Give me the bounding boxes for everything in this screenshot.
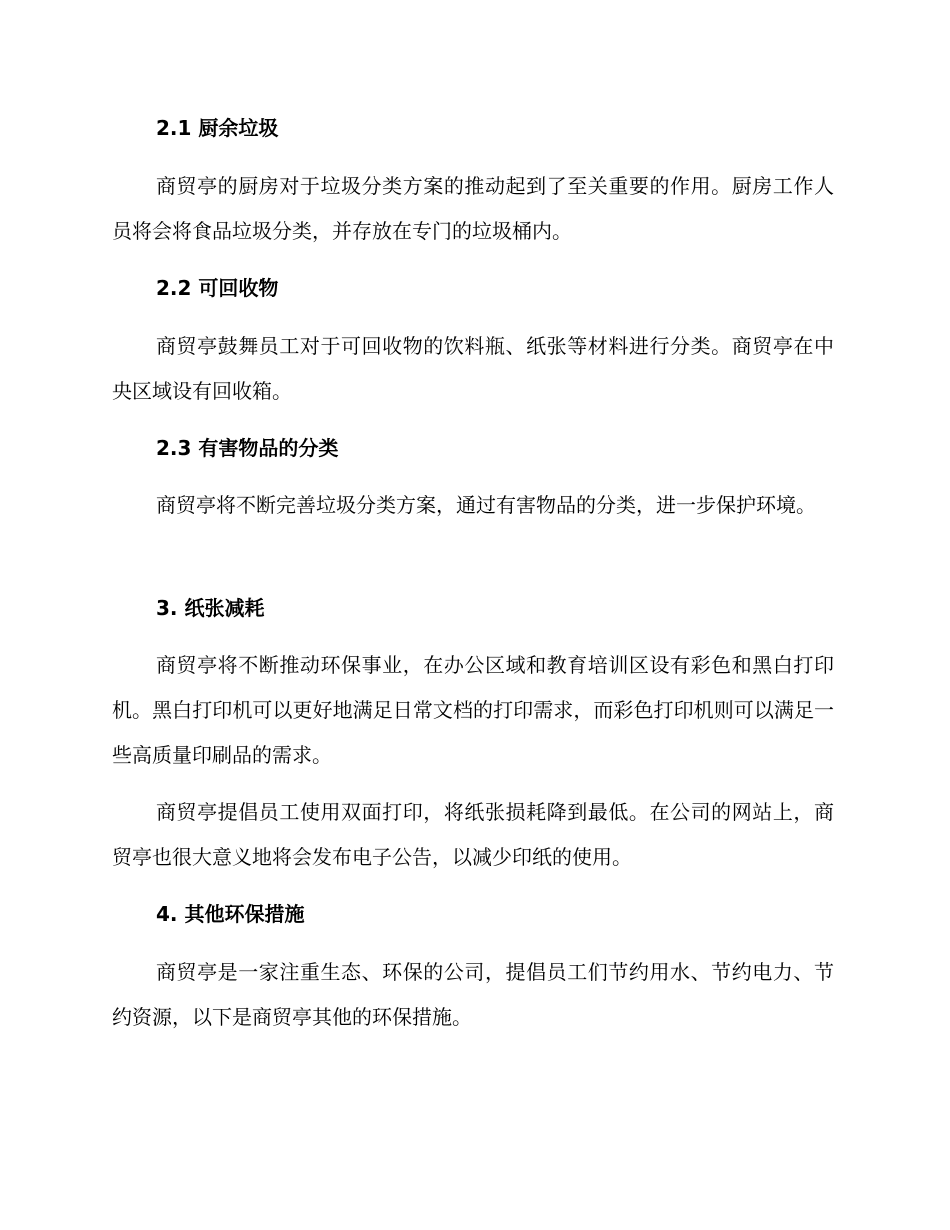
paragraph-double-sided-printing: 商贸亭提倡员工使用双面打印，将纸张损耗降到最低。在公司的网站上，商贸亭也很大意义地将会发布电子公告，以减少印纸的使用。 — [112, 800, 834, 869]
paragraph-kitchen-waste: 商贸亭的厨房对于垃圾分类方案的推动起到了至关重要的作用。厨房工作人员将会将食品垃圾分类，并存放在专门的垃圾桶内。 — [112, 174, 834, 243]
section-heading-recyclables: 2.2 可回收物 — [156, 276, 279, 300]
section-heading-hazardous: 2.3 有害物品的分类 — [156, 436, 339, 460]
section-heading-paper-reduction: 3. 纸张减耗 — [156, 596, 265, 620]
paragraph-printers: 商贸亭将不断推动环保事业，在办公区域和教育培训区设有彩色和黑白打印机。黑白打印机可以更好地满足日常文档的打印需求，而彩色打印机则可以满足一些高质量印刷品的需求。 — [112, 653, 834, 767]
section-heading-other-measures: 4. 其他环保措施 — [156, 902, 305, 926]
paragraph-other-measures: 商贸亭是一家注重生态、环保的公司，提倡员工们节约用水、节约电力、节约资源，以下是商贸亭其他的环保措施。 — [112, 960, 834, 1029]
paragraph-recyclables: 商贸亭鼓舞员工对于可回收物的饮料瓶、纸张等材料进行分类。商贸亭在中央区域设有回收箱。 — [112, 334, 834, 403]
paragraph-hazardous: 商贸亭将不断完善垃圾分类方案，通过有害物品的分类，进一步保护环境。 — [156, 493, 816, 517]
section-heading-kitchen-waste: 2.1 厨余垃圾 — [156, 116, 279, 140]
